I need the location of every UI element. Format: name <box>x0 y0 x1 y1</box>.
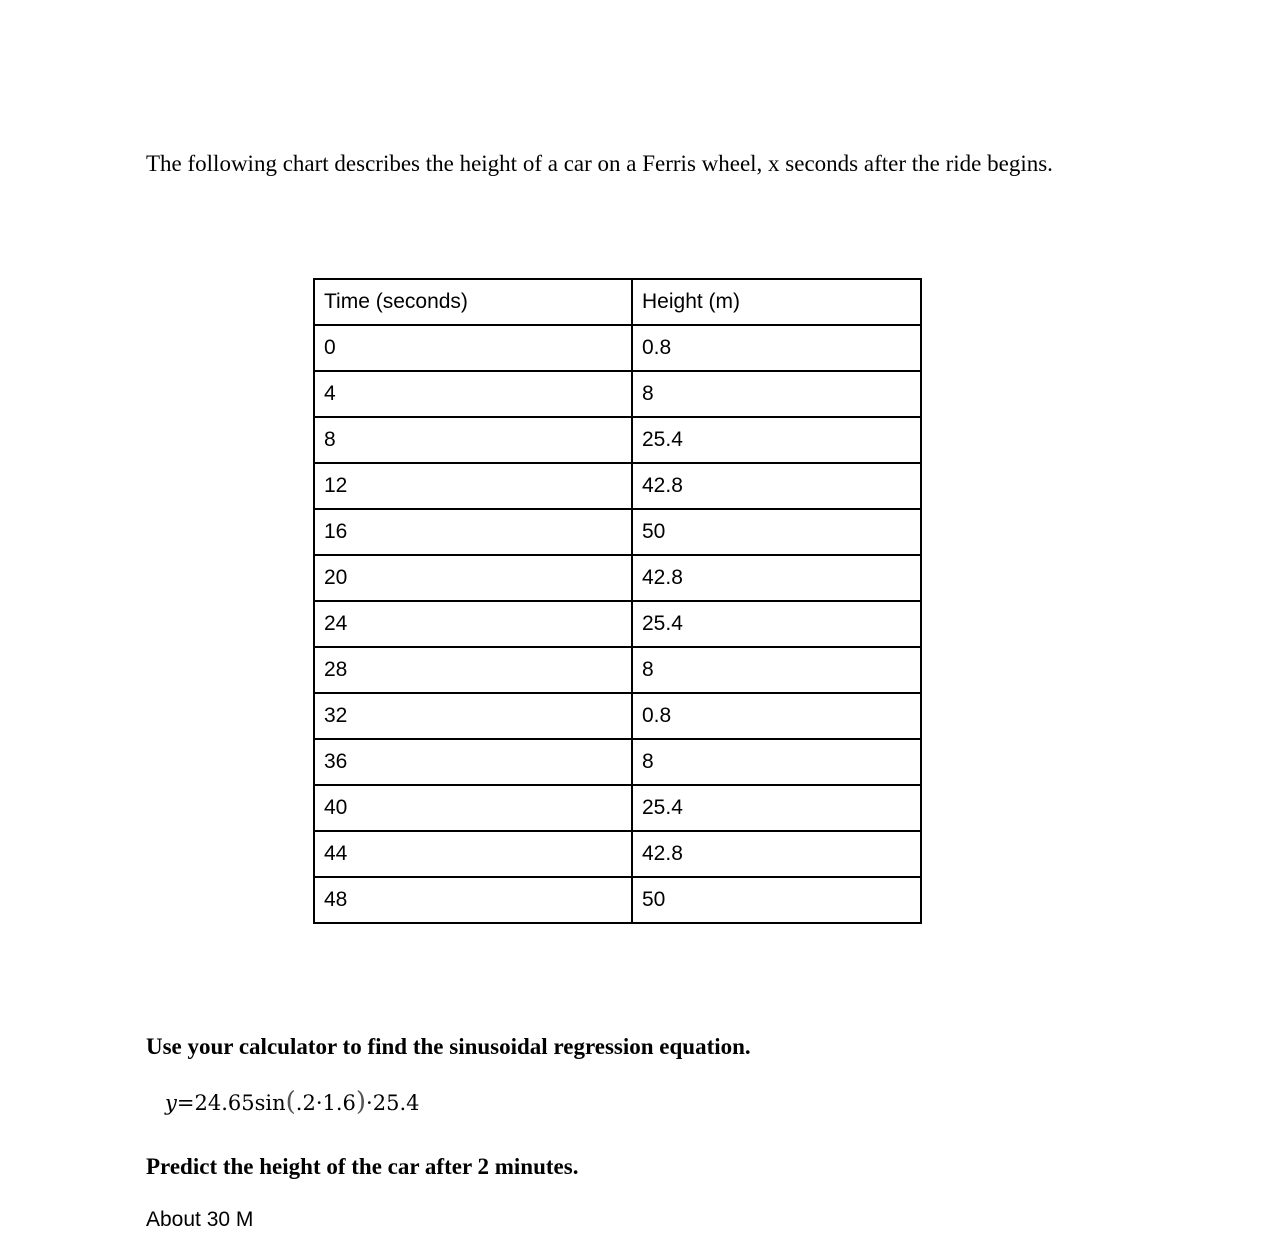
cell-height: 50 <box>632 509 921 555</box>
equation-equals: = <box>176 1091 195 1115</box>
table-row <box>314 739 921 785</box>
table-row <box>314 831 921 877</box>
equation-inner: .2·1.6 <box>295 1091 356 1115</box>
cell-time: 16 <box>314 509 632 555</box>
equation-close-paren: ) <box>355 1087 367 1117</box>
cell-height: 42.8 <box>632 463 921 509</box>
cell-height: 42.8 <box>632 555 921 601</box>
table-row <box>314 647 921 693</box>
cell-height: 50 <box>632 877 921 923</box>
answer-text: About 30 M <box>146 1208 254 1231</box>
cell-height: 8 <box>632 739 921 785</box>
cell-height: 42.8 <box>632 831 921 877</box>
intro-paragraph: The following chart describes the height of a car on a Ferris wheel, x seconds after the ride begins. <box>146 151 1053 176</box>
equation-variable: y <box>165 1091 177 1115</box>
equation-open-paren: ( <box>285 1087 296 1117</box>
table-row <box>314 463 921 509</box>
table-body <box>314 279 921 923</box>
table-row <box>314 785 921 831</box>
cell-time: 4 <box>314 371 632 417</box>
equation-tail: ·25.4 <box>366 1091 420 1115</box>
cell-time: 44 <box>314 831 632 877</box>
table-row <box>314 509 921 555</box>
cell-height: 0.8 <box>632 325 921 371</box>
table-row <box>314 325 921 371</box>
ferris-wheel-data-table <box>313 278 922 924</box>
cell-time: 0 <box>314 325 632 371</box>
equation-coefficient: 24.65sin <box>194 1091 286 1115</box>
cell-time: 8 <box>314 417 632 463</box>
question-prediction: Predict the height of the car after 2 minutes. <box>146 1154 579 1179</box>
cell-time: 20 <box>314 555 632 601</box>
cell-height: 8 <box>632 647 921 693</box>
cell-height: 25.4 <box>632 601 921 647</box>
cell-height: 8 <box>632 371 921 417</box>
cell-time: 32 <box>314 693 632 739</box>
cell-time: 48 <box>314 877 632 923</box>
cell-height: 25.4 <box>632 785 921 831</box>
table-row <box>314 601 921 647</box>
table-row <box>314 693 921 739</box>
cell-height: 0.8 <box>632 693 921 739</box>
table-header-row <box>314 279 921 325</box>
header-time: Time (seconds) <box>314 279 632 325</box>
cell-time: 28 <box>314 647 632 693</box>
cell-time: 24 <box>314 601 632 647</box>
cell-time: 36 <box>314 739 632 785</box>
table-row <box>314 877 921 923</box>
question-regression: Use your calculator to find the sinusoidal regression equation. <box>146 1034 751 1059</box>
cell-time: 12 <box>314 463 632 509</box>
table-row <box>314 417 921 463</box>
cell-time: 40 <box>314 785 632 831</box>
table-row <box>314 555 921 601</box>
regression-equation <box>165 1084 419 1121</box>
cell-height: 25.4 <box>632 417 921 463</box>
header-height: Height (m) <box>632 279 921 325</box>
table-row <box>314 371 921 417</box>
